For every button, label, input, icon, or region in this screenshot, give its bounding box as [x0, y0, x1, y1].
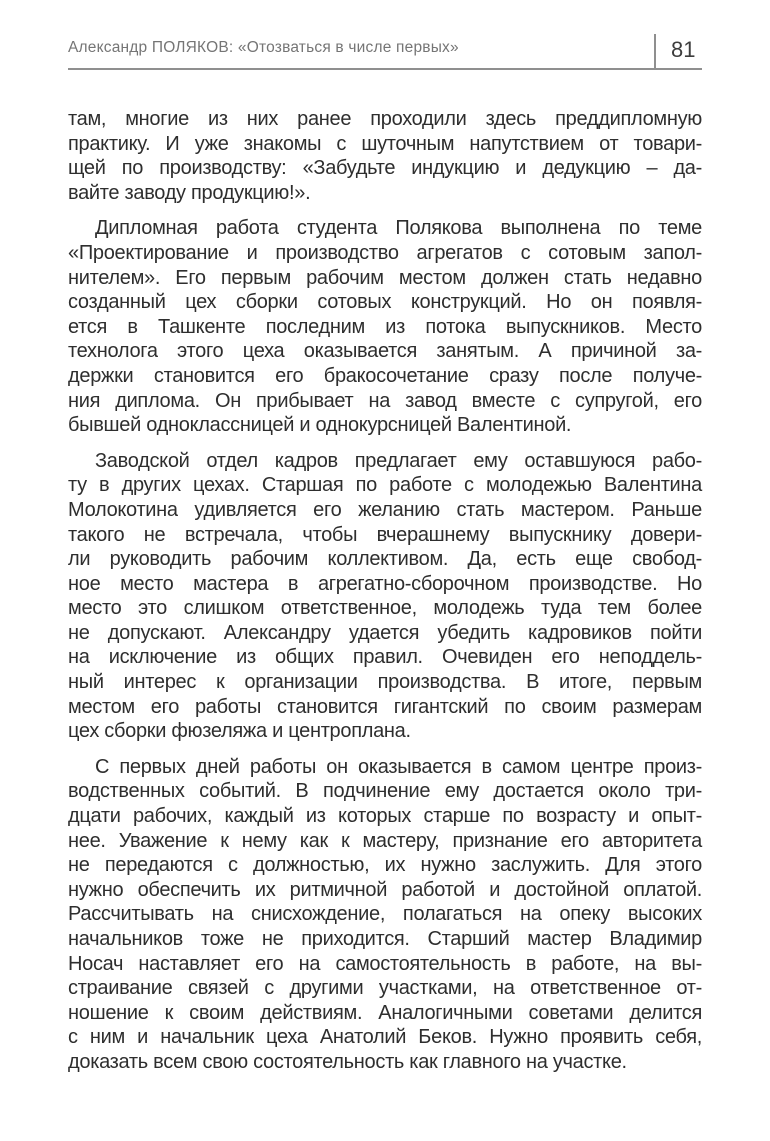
text-line: Дипломная работа студента Полякова выполнена по теме	[95, 217, 702, 240]
paragraph	[68, 449, 702, 744]
text-line: ту в других цехах. Старшая по работе с молодежью Валентина	[68, 474, 702, 497]
text-line: доказать всем свою состоятельность как главного на участке.	[68, 1050, 627, 1073]
text-line: бывшей одноклассницей и однокурсницей Валентиной.	[68, 414, 572, 437]
text-line: созданный цех сборки сотовых конструкций. Но он появля-	[68, 291, 702, 314]
text-line: место это слишком ответственное, молодежь туда тем более	[68, 597, 702, 620]
text-line: на исключение из общих правил. Очевиден его неподдель-	[68, 646, 702, 669]
text-line: там, многие из них ранее проходили здесь преддипломную	[68, 108, 702, 130]
text-line: ный интерес к организации производства. В итоге, первым	[68, 671, 702, 694]
text-line: Носач наставляет его на самостоятельность в работе, на вы-	[68, 952, 702, 975]
text-line: держки становится его бракосочетание сразу после получе-	[68, 364, 702, 387]
text-line: ношение к своим действиям. Аналогичными советами делится	[68, 1001, 702, 1024]
text-line: С первых дней работы он оказывается в самом центре произ-	[95, 755, 702, 778]
text-line: Рассчитывать на снисхождение, полагаться на опеку высоких	[68, 903, 702, 926]
text-line: ется в Ташкенте последним из потока выпускников. Место	[68, 315, 702, 338]
text-line: Молокотина удивляется его желанию стать мастером. Раньше	[68, 498, 702, 521]
text-line: с ним и начальник цеха Анатолий Беков. Нужно проявить себя,	[68, 1026, 702, 1049]
text-line: «Проектирование и производство агрегатов с сотовым запол-	[68, 241, 702, 264]
text-line: нужно обеспечить их ритмичной работой и достойной оплатой.	[68, 878, 702, 901]
page-header	[68, 0, 702, 70]
text-line: технолога этого цеха оказывается занятым. А причиной за-	[68, 340, 702, 363]
text-line: цех сборки фюзеляжа и центроплана.	[68, 720, 411, 743]
text-line: ния диплома. Он прибывает на завод вместе с супругой, его	[68, 389, 702, 412]
paragraph	[68, 216, 702, 437]
text-body	[68, 107, 702, 1075]
text-line: нителем». Его первым рабочим местом должен стать недавно	[68, 266, 702, 289]
paragraph	[68, 755, 702, 1075]
text-line: водственных событий. В подчинение ему достается около три-	[68, 780, 702, 803]
text-line: местом его работы становится гигантский по своим размерам	[68, 695, 702, 718]
text-line: нее. Уважение к нему как к мастеру, признание его авторитета	[68, 829, 702, 852]
text-line: не допускают. Александру удается убедить кадровиков пойти	[68, 621, 702, 644]
text-line: ли руководить рабочим коллективом. Да, есть еще свобод-	[68, 548, 702, 571]
text-line: страивание связей с другими участками, на ответственное от-	[68, 977, 702, 1000]
text-line: ное место мастера в агрегатно-сборочном производстве. Но	[68, 572, 702, 595]
paragraph	[68, 107, 702, 205]
text-line: не передаются с должностью, их нужно заслужить. Для этого	[68, 854, 702, 877]
text-line: щей по производству: «Забудьте индукцию и дедукцию – да-	[68, 157, 702, 180]
text-line: Заводской отдел кадров предлагает ему оставшуюся рабо-	[95, 449, 702, 472]
text-line: такого не встречала, чтобы вчерашнему выпускнику довери-	[68, 523, 702, 546]
text-line: начальников тоже не приходится. Старший мастер Владимир	[68, 928, 702, 950]
page-number-box	[654, 34, 702, 68]
text-line: дцати рабочих, каждый из которых старше по возрасту и опыт-	[68, 805, 702, 828]
page-number: 81	[671, 37, 696, 62]
running-title: Александр ПОЛЯКОВ: «Отозваться в числе первых»	[68, 39, 459, 56]
text-line: вайте заводу продукцию!».	[68, 181, 311, 204]
text-line: практику. И уже знакомы с шуточным напутствием от товари-	[68, 132, 702, 155]
